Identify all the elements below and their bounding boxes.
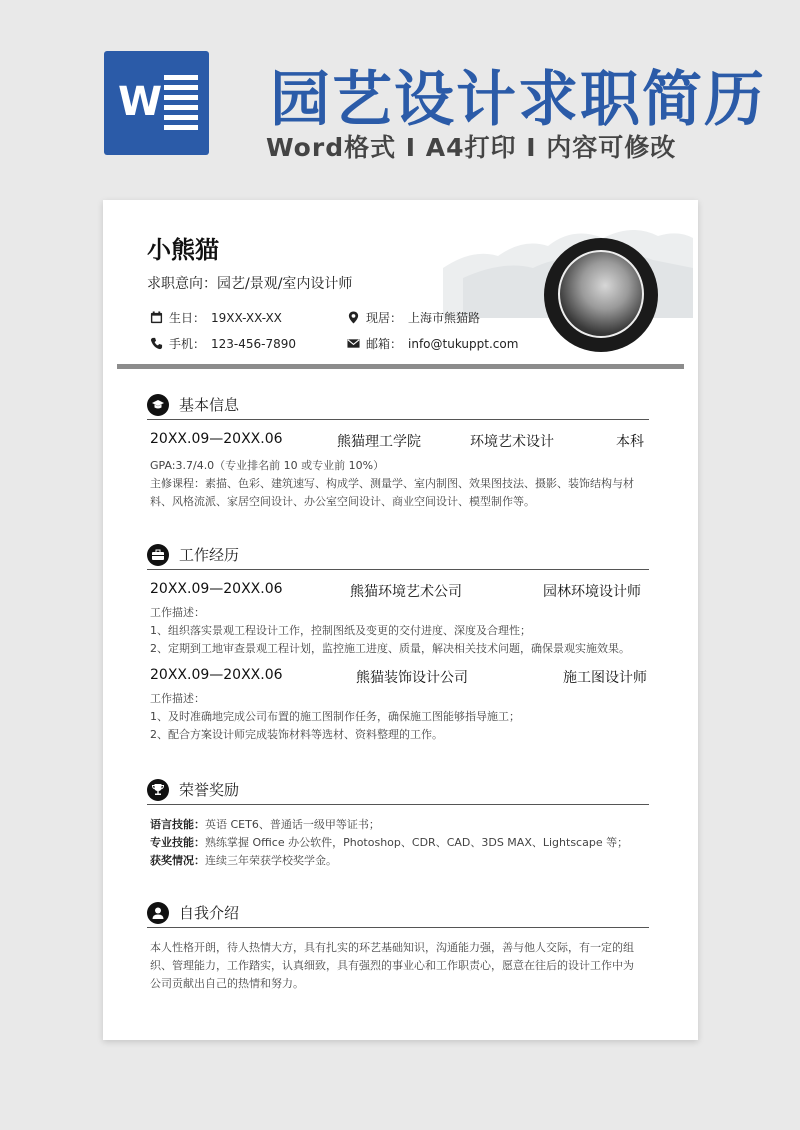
resume-page bbox=[103, 200, 698, 1040]
address-value: 上海市熊猫路 bbox=[408, 311, 481, 325]
language-label: 语言技能： bbox=[150, 818, 205, 831]
phone-icon bbox=[150, 337, 163, 350]
banner bbox=[0, 0, 800, 190]
user-icon bbox=[147, 902, 169, 924]
education-school: 熊猫理工学院 bbox=[337, 434, 421, 450]
envelope-icon bbox=[347, 337, 360, 350]
avatar bbox=[558, 250, 644, 338]
courses-line-2: 料、风格流派、家居空间设计、办公室空间设计、商业空间设计、模型制作等。 bbox=[150, 495, 535, 508]
word-logo-icon bbox=[104, 51, 209, 155]
skill-label: 专业技能： bbox=[150, 836, 205, 849]
job-desc-label: 工作描述： bbox=[150, 692, 205, 705]
language-value: 英语 CET6、普通话一级甲等证书； bbox=[205, 818, 380, 831]
professional-skills bbox=[150, 834, 628, 852]
birthday-info bbox=[150, 309, 282, 326]
gpa-text: GPA:3.7/4.0（专业排名前 10 或专业前 10%） bbox=[150, 459, 385, 472]
section-title: 荣誉奖励 bbox=[179, 781, 240, 799]
education-period: 20XX.09—20XX.06 bbox=[150, 431, 283, 447]
section-basic-info bbox=[147, 390, 649, 420]
job-desc-line: 2、定期到工地审查景观工程计划，监控施工进度、质量，解决相关技术问题，确保景观实施效果。 bbox=[150, 642, 630, 655]
job-company: 熊猫装饰设计公司 bbox=[356, 670, 468, 686]
job-company: 熊猫环境艺术公司 bbox=[350, 584, 462, 600]
address-info bbox=[347, 309, 480, 326]
education-degree: 本科 bbox=[616, 434, 644, 450]
candidate-name: 小熊猫 bbox=[147, 236, 219, 264]
section-honors bbox=[147, 775, 649, 805]
education-major: 环境艺术设计 bbox=[470, 434, 554, 450]
phone-value: 123-456-7890 bbox=[211, 336, 297, 351]
education-row bbox=[150, 431, 646, 451]
location-pin-icon bbox=[347, 311, 360, 324]
briefcase-icon bbox=[147, 544, 169, 566]
email-label: 邮箱： bbox=[366, 337, 403, 351]
skill-value: 熟练掌握 Office 办公软件，Photoshop、CDR、CAD、3DS MAX、Lightscape 等； bbox=[205, 836, 629, 849]
award-value: 连续三年荣获学校奖学金。 bbox=[205, 854, 337, 867]
awards bbox=[150, 852, 337, 870]
section-title: 自我介绍 bbox=[179, 904, 240, 922]
about-line-1: 本人性格开朗，待人热情大方，具有扎实的环艺基础知识，沟通能力强，善与他人交际，有一定的组 bbox=[150, 941, 634, 954]
job-period: 20XX.09—20XX.06 bbox=[150, 581, 283, 597]
job-desc-label: 工作描述： bbox=[150, 606, 205, 619]
job-row-1 bbox=[150, 581, 646, 601]
calendar-icon bbox=[150, 311, 163, 324]
address-label: 现居： bbox=[366, 311, 403, 325]
birthday-value: 19XX-XX-XX bbox=[211, 310, 282, 325]
avatar-frame bbox=[544, 238, 658, 352]
job-intent: 求职意向：园艺/景观/室内设计师 bbox=[147, 276, 353, 292]
section-title: 基本信息 bbox=[179, 396, 240, 414]
about-line-2: 织、管理能力，工作踏实，认真细致，具有强烈的事业心和工作职责心，愿意在往后的设计工作中为 bbox=[150, 959, 634, 972]
email-info bbox=[347, 335, 518, 352]
section-title: 工作经历 bbox=[179, 546, 240, 564]
about-line-3: 公司贡献出自己的热情和努力。 bbox=[150, 977, 304, 990]
birthday-label: 生日： bbox=[169, 311, 206, 325]
section-work-experience bbox=[147, 540, 649, 570]
job-desc-line: 2、配合方案设计师完成装饰材料等选材、资料整理的工作。 bbox=[150, 728, 443, 741]
job-row-2 bbox=[150, 667, 646, 687]
job-role: 施工图设计师 bbox=[563, 670, 647, 686]
job-role: 园林环境设计师 bbox=[543, 584, 641, 600]
award-label: 获奖情况： bbox=[150, 854, 205, 867]
language-skills bbox=[150, 816, 380, 834]
phone-info bbox=[150, 335, 296, 352]
job-period: 20XX.09—20XX.06 bbox=[150, 667, 283, 683]
phone-label: 手机： bbox=[169, 337, 206, 351]
header-divider-bar bbox=[117, 364, 684, 369]
banner-title: 园艺设计求职简历 bbox=[270, 65, 766, 135]
courses-line-1: 主修课程：素描、色彩、建筑速写、构成学、测量学、室内制图、效果图技法、摄影、装饰结构与材 bbox=[150, 477, 634, 490]
job-desc-line: 1、组织落实景观工程设计工作，控制图纸及变更的交付进度、深度及合理性； bbox=[150, 624, 531, 637]
job-desc-line: 1、及时准确地完成公司布置的施工图制作任务，确保施工图能够指导施工； bbox=[150, 710, 520, 723]
section-about bbox=[147, 898, 649, 928]
graduation-cap-icon bbox=[147, 394, 169, 416]
email-value: info@tukuppt.com bbox=[408, 336, 519, 351]
word-logo-letter: W bbox=[118, 79, 163, 125]
banner-subtitle: Word格式 I A4打印 I 内容可修改 bbox=[266, 133, 677, 162]
trophy-icon bbox=[147, 779, 169, 801]
